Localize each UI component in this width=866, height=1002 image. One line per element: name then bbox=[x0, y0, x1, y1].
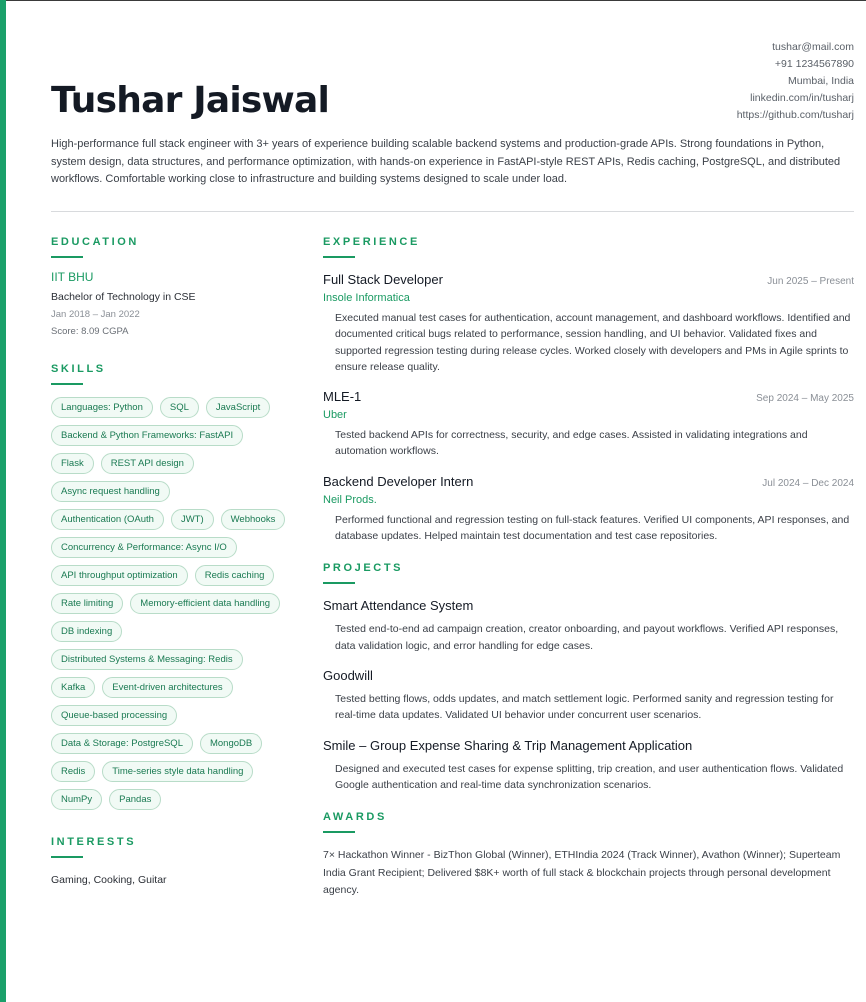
skill-chip: Time-series style data handling bbox=[102, 761, 253, 782]
job-dates: Jul 2024 – Dec 2024 bbox=[762, 477, 854, 489]
accent-bar bbox=[0, 0, 6, 1002]
project-title: Smart Attendance System bbox=[323, 598, 474, 614]
skills-heading: SKILLS bbox=[51, 363, 106, 375]
project-entry bbox=[323, 738, 854, 794]
job-company: Insole Informatica bbox=[323, 292, 410, 304]
skill-chip: DB indexing bbox=[51, 621, 122, 642]
skill-chip: Pandas bbox=[109, 789, 161, 810]
skill-chip: Webhooks bbox=[221, 509, 286, 530]
job-title: Backend Developer Intern bbox=[323, 473, 474, 489]
job-title: Full Stack Developer bbox=[323, 272, 443, 287]
awards-text: 7× Hackathon Winner - BizThon Global (Winner), ETHIndia 2024 (Track Winner), Avathon (Winner); Superteam India Grant Recipient; Delivered $8K+ worth of full stack & blockchain projects through personal development agency. bbox=[323, 849, 841, 897]
section-rule bbox=[323, 582, 355, 584]
interests-text: Gaming, Cooking, Guitar bbox=[51, 874, 167, 886]
resume-page bbox=[51, 0, 854, 1002]
skill-chip-row bbox=[51, 677, 296, 698]
left-column bbox=[51, 236, 296, 886]
skill-chip: Authentication (OAuth bbox=[51, 509, 164, 530]
contact-phone: +91 1234567890 bbox=[774, 58, 854, 70]
job-description: Performed functional and regression testing on full-stack features. Verified UI components, API responses, and database updates. Helped maintain test documentation and test case repositories. bbox=[335, 513, 850, 543]
projects-heading: PROJECTS bbox=[323, 562, 404, 575]
project-description: Tested betting flows, odds updates, and match settlement logic. Performed sanity and regression testing for real-time data updates. Validated UI behavior under concurrent user scenarios. bbox=[335, 692, 834, 722]
education-heading: EDUCATION bbox=[51, 236, 139, 248]
education-section bbox=[51, 236, 296, 337]
experience-section bbox=[323, 236, 854, 544]
skill-chip: NumPy bbox=[51, 789, 102, 810]
skill-chip-row bbox=[51, 509, 296, 530]
skill-chip-row bbox=[51, 705, 296, 726]
skill-chip-row bbox=[51, 621, 296, 642]
skill-chip-row bbox=[51, 761, 296, 782]
skill-chip-row bbox=[51, 733, 296, 754]
skills-section bbox=[51, 363, 296, 810]
skill-chip-row bbox=[51, 453, 296, 474]
skill-chip-row bbox=[51, 789, 296, 810]
project-title: Goodwill bbox=[323, 667, 373, 683]
skill-chip: Rate limiting bbox=[51, 593, 123, 614]
section-rule bbox=[323, 831, 355, 833]
skill-chip: JWT) bbox=[171, 509, 214, 530]
skill-chip: Distributed Systems & Messaging: Redis bbox=[51, 649, 243, 670]
job-description: Tested backend APIs for correctness, security, and edge cases. Assisted in validating integrations and automation workflows. bbox=[335, 429, 808, 458]
project-entry bbox=[323, 668, 854, 724]
project-entry bbox=[323, 598, 854, 654]
skill-chip: Kafka bbox=[51, 677, 95, 698]
job-company: Uber bbox=[323, 409, 347, 422]
skill-chips bbox=[51, 397, 296, 810]
job-entry bbox=[323, 389, 854, 460]
skill-chip-row bbox=[51, 481, 296, 502]
section-rule bbox=[323, 256, 355, 258]
job-dates: Sep 2024 – May 2025 bbox=[756, 393, 854, 405]
skill-chip-row bbox=[51, 593, 296, 614]
project-title: Smile – Group Expense Sharing & Trip Management Application bbox=[323, 737, 693, 753]
contact-github[interactable]: https://github.com/tusharj bbox=[736, 109, 854, 121]
job-entry bbox=[323, 272, 854, 375]
section-rule bbox=[51, 856, 83, 858]
skill-chip: Redis caching bbox=[195, 565, 275, 586]
skill-chip: REST API design bbox=[101, 453, 194, 474]
interests-section bbox=[51, 836, 296, 886]
project-description: Tested end-to-end ad campaign creation, creator onboarding, and payout workflows. Verified API responses, data validation logic, and error handling for edge cases. bbox=[335, 623, 839, 652]
section-rule bbox=[51, 256, 83, 258]
experience-heading: EXPERIENCE bbox=[323, 236, 420, 248]
skill-chip: Memory-efficient data handling bbox=[130, 593, 280, 614]
skill-chip: MongoDB bbox=[200, 733, 262, 754]
job-title: MLE-1 bbox=[323, 389, 362, 405]
projects-section bbox=[323, 562, 854, 793]
candidate-name: Tushar Jaiswal bbox=[51, 80, 330, 121]
skill-chip-row bbox=[51, 565, 296, 586]
skill-chip: Event-driven architectures bbox=[102, 677, 232, 698]
contact-block bbox=[737, 39, 854, 124]
education-degree: Bachelor of Technology in CSE bbox=[51, 291, 196, 303]
contact-linkedin[interactable]: linkedin.com/in/tusharj bbox=[750, 92, 854, 104]
header-divider bbox=[51, 211, 854, 212]
job-company: Neil Prods. bbox=[323, 493, 377, 506]
job-dates: Jun 2025 – Present bbox=[767, 276, 854, 287]
skill-chip: API throughput optimization bbox=[51, 565, 188, 586]
job-description: Executed manual test cases for authentication, account management, and dashboard workflows. Identified and documented critical bugs related to performance, session handling, and UI behavior. Validated fixes and supported regression testing during release cycles. Worked closely with developers and PMs in Agile sprints to ensure release quality. bbox=[335, 312, 851, 373]
education-school: IIT BHU bbox=[51, 270, 94, 284]
education-score: Score: 8.09 CGPA bbox=[51, 326, 129, 337]
skill-chip: Backend & Python Frameworks: FastAPI bbox=[51, 425, 243, 446]
skill-chip: Redis bbox=[51, 761, 95, 782]
education-dates: Jan 2018 – Jan 2022 bbox=[51, 309, 140, 320]
skill-chip: Concurrency & Performance: Async I/O bbox=[51, 537, 237, 558]
skill-chip: Flask bbox=[51, 453, 94, 474]
skill-chip: Async request handling bbox=[51, 481, 170, 502]
skill-chip: Languages: Python bbox=[51, 397, 153, 418]
skill-chip: JavaScript bbox=[206, 397, 270, 418]
project-description: Designed and executed test cases for expense splitting, trip creation, and user authentication flows. Validated Google authentication and real-time data synchronization scenarios. bbox=[335, 762, 844, 791]
skill-chip: SQL bbox=[160, 397, 199, 418]
awards-section bbox=[323, 811, 854, 900]
job-entry bbox=[323, 474, 854, 545]
contact-location: Mumbai, India bbox=[788, 75, 854, 87]
awards-heading: AWARDS bbox=[323, 811, 387, 824]
summary-paragraph: High-performance full stack engineer with 3+ years of experience building scalable backend systems and production-grade APIs. Strong foundations in Python, system design, data structures, and performance optimization, with hands-on experience in FastAPI-style REST APIs, Redis caching, PostgreSQL, and distributed workflows. Comfortable working close to infrastructure and building systems designed to scale under load. bbox=[51, 138, 841, 185]
interests-heading: INTERESTS bbox=[51, 836, 137, 848]
right-column bbox=[323, 236, 854, 900]
skill-chip: Queue-based processing bbox=[51, 705, 177, 726]
skill-chip-row bbox=[51, 649, 296, 670]
section-rule bbox=[51, 383, 83, 385]
skill-chip-row bbox=[51, 537, 296, 558]
contact-email[interactable]: tushar@mail.com bbox=[772, 41, 854, 53]
skill-chip-row bbox=[51, 425, 296, 446]
skill-chip-row bbox=[51, 397, 296, 418]
skill-chip: Data & Storage: PostgreSQL bbox=[51, 733, 193, 754]
